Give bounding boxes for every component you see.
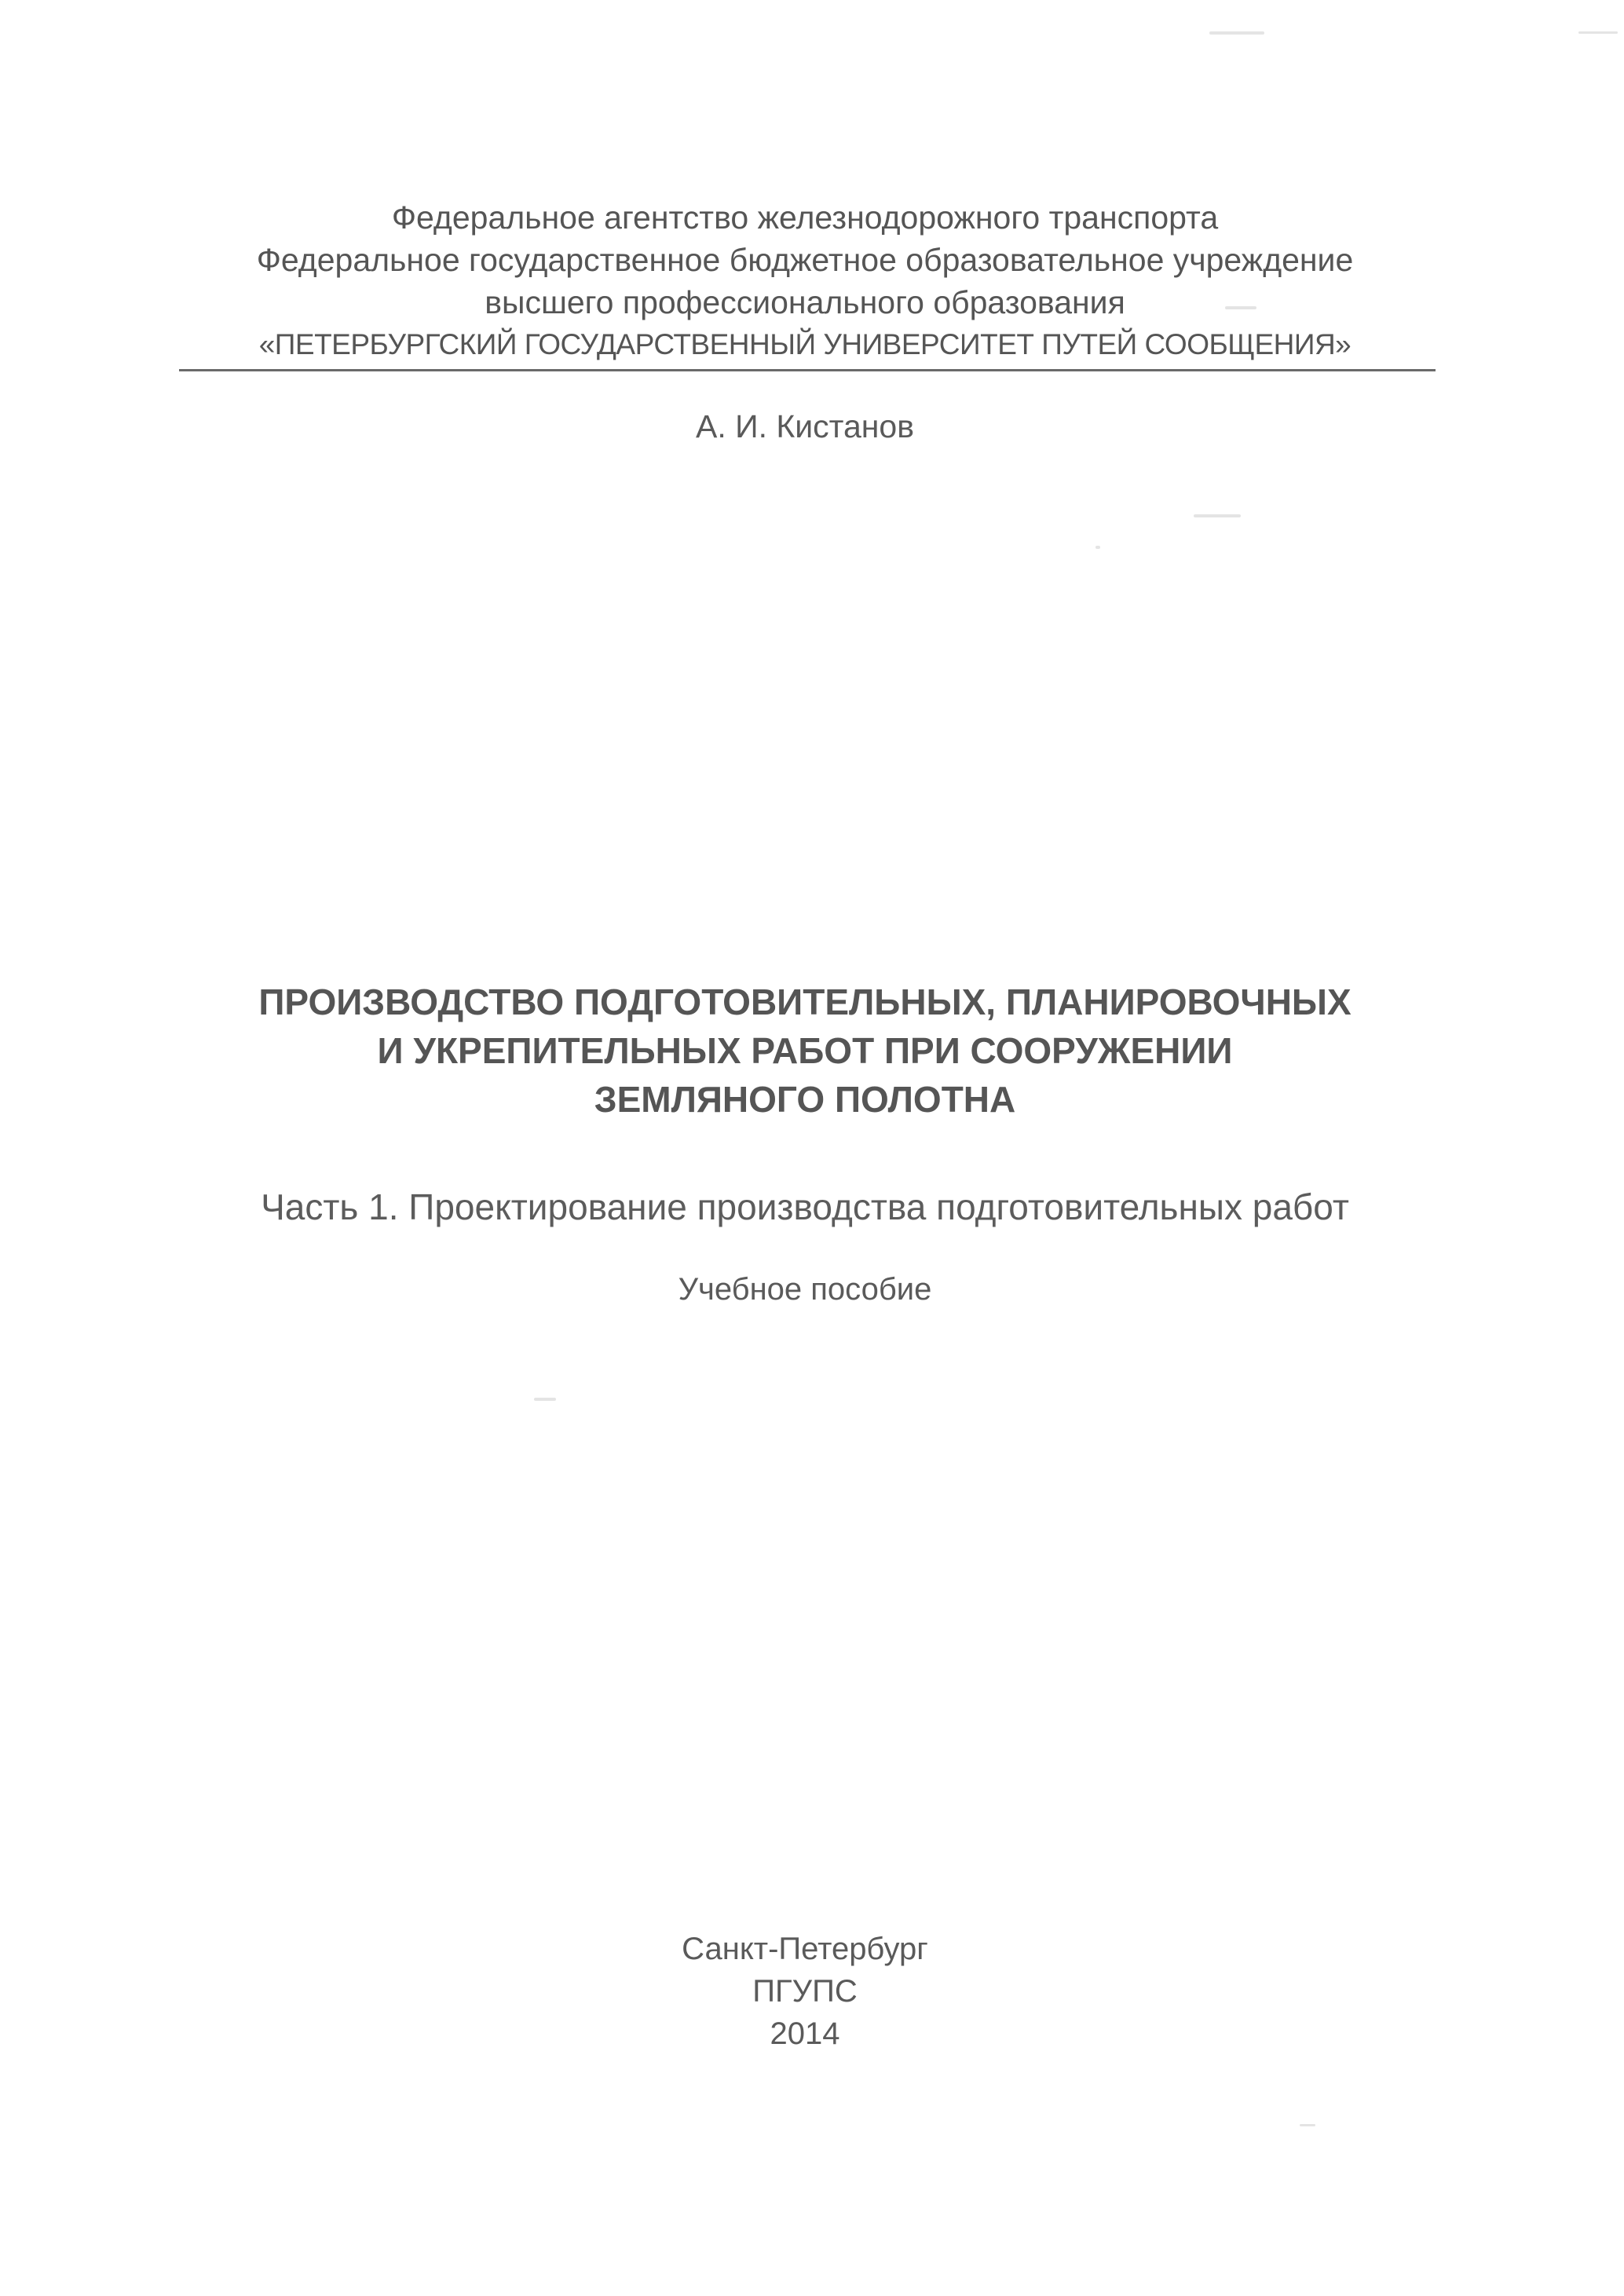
scan-artifact <box>1095 546 1100 549</box>
scan-artifact <box>1209 31 1264 35</box>
document-type: Учебное пособие <box>678 1272 932 1307</box>
imprint-year: 2014 <box>770 2016 840 2051</box>
book-title <box>157 978 1453 1124</box>
author-name: А. И. Кистанов <box>695 408 914 444</box>
institution-type-line: Федеральное государственное бюджетное образовательное учреждение <box>256 242 1354 278</box>
agency-line: Федеральное агентство железнодорожного транспорта <box>391 199 1219 236</box>
scan-artifact <box>1194 514 1241 517</box>
header-divider <box>179 369 1436 371</box>
publisher-header <box>157 196 1453 366</box>
university-name: «ПЕТЕРБУРГСКИЙ ГОСУДАРСТВЕННЫЙ УНИВЕРСИТЕТ ПУТЕЙ СООБЩЕНИЯ» <box>258 328 1352 360</box>
scan-artifact <box>1300 2124 1315 2126</box>
book-subtitle: Часть 1. Проектирование производства подготовительных работ <box>261 1186 1349 1227</box>
title-line-1: ПРОИЗВОДСТВО ПОДГОТОВИТЕЛЬНЫХ, ПЛАНИРОВОЧНЫХ <box>258 982 1352 1022</box>
scan-artifact <box>534 1398 556 1401</box>
title-line-3: ЗЕМЛЯНОГО ПОЛОТНА <box>594 1079 1016 1120</box>
imprint-city: Санкт-Петербург <box>682 1932 928 1966</box>
scan-artifact <box>1225 306 1256 309</box>
imprint-publisher: ПГУПС <box>752 1974 858 2009</box>
education-level-line: высшего профессионального образования <box>485 284 1125 320</box>
title-line-2: И УКРЕПИТЕЛЬНЫХ РАБОТ ПРИ СООРУЖЕНИИ <box>377 1030 1233 1071</box>
scan-artifact <box>1578 31 1618 34</box>
imprint <box>157 1928 1453 2055</box>
